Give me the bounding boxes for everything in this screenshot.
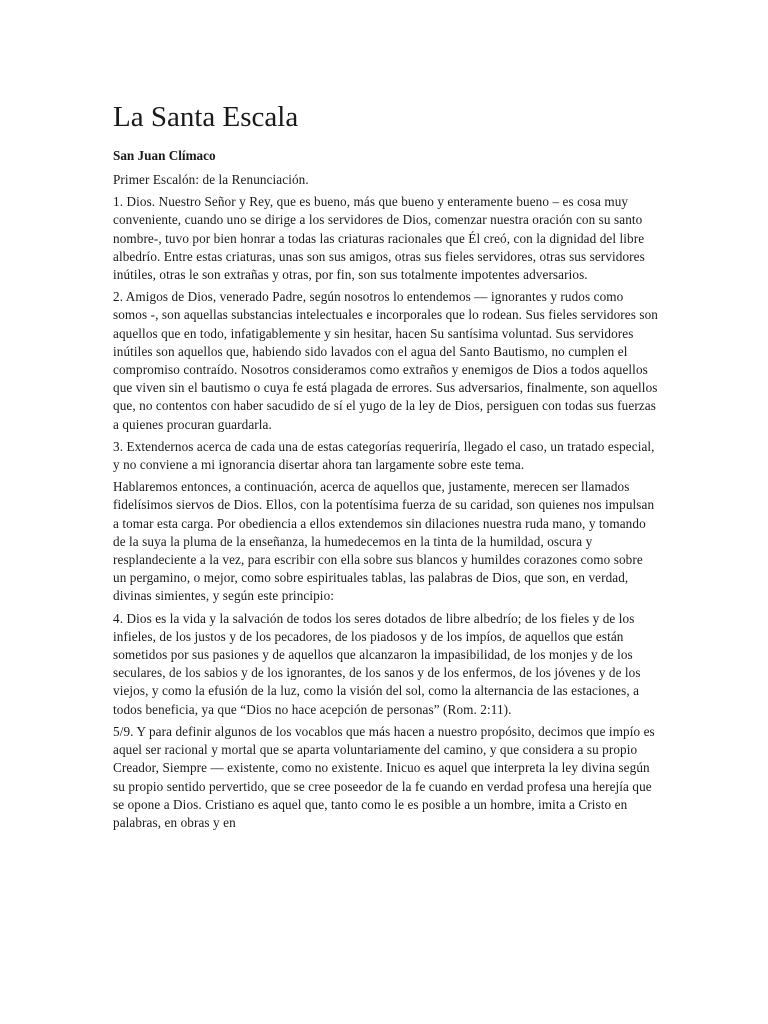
paragraph: 1. Dios. Nuestro Señor y Rey, que es bueno, más que bueno y enteramente bueno – es cosa muy conveniente, cuando uno se dirige a los servidores de Dios, comenzar nuestra oración con su santo nombre-, tuvo por bien honrar a todas las criaturas racionales que Él creó, con la dignidad del libre albedrío. Entre estas criaturas, unas son sus amigos, otras sus fieles servidores, otras sus servidores inútiles, otras le son extrañas y otras, por fin, son sus totalmente impotentes adversarios. — [113, 194, 645, 283]
paragraph: 3. Extendernos acerca de cada una de estas categorías requeriría, llegado el caso, un tratado especial, y no conviene a mi ignorancia disertar ahora tan largamente sobre este tema. — [113, 438, 655, 473]
document-page — [113, 96, 658, 836]
paragraph: 2. Amigos de Dios, venerado Padre, según nosotros lo entendemos — ignorantes y rudos como somos -, son aquellas substancias intelectuales e incorporales que lo rodean. Sus fieles servidores son aquellos que en todo, infatigablemente y sin hesitar, hacen Su santísima voluntad. Sus servidores inútiles son aquellos que, habiendo sido lavados con el agua del Santo Bautismo, no cumplen el compromiso contraído. Nosotros consideramos como extraños y enemigos de Dios a todos aquellos que viven sin el bautismo o cuya fe está plagada de errores. Sus adversarios, finalmente, son aquellos que, no contentos con haber sacudido de sí el yugo de la ley de Dios, persiguen con todas sus fuerzas a quienes procuran guardarla. — [113, 289, 658, 432]
paragraph: Primer Escalón: de la Renunciación. — [113, 172, 309, 187]
paragraph: 4. Dios es la vida y la salvación de todos los seres dotados de libre albedrío; de los fieles y de los infieles, de los justos y de los pecadores, de los piadosos y de los impíos, de aquellos que están sometidos por sus pasiones y de aquellos que alcanzaron la impasibilidad, de los monjes y de los seculares, de los sabios y de los ignorantes, de los sanos y de los enfermos, de los jóvenes y de los viejos, y como la efusión de la luz, como la visión del sol, como la alternancia de las estaciones, a todos beneficia, ya que “Dios no hace acepción de personas” (Rom. 2:11). — [113, 610, 641, 717]
paragraph: 5/9. Y para definir algunos de los vocablos que más hacen a nuestro propósito, decimos que impío es aquel ser racional y mortal que se aparta voluntariamente del camino, y que considera a su propio Creador, Siempre — existente, como no existente. Inicuo es aquel que interpreta la ley divina según su propio sentido pervertido, que se cree poseedor de la fe cuando en verdad profesa una herejía que se opone a Dios. Cristiano es aquel que, tanto como le es posible a un hombre, imita a Cristo en palabras, en obras y en — [113, 723, 655, 830]
paragraph: Hablaremos entonces, a continuación, acerca de aquellos que, justamente, merecen ser llamados fidelísimos siervos de Dios. Ellos, con la potentísima fuerza de su caridad, son quienes nos impulsan a tomar esta carga. Por obediencia a ellos extendemos sin dilaciones nuestra ruda mano, y tomando de la suya la pluma de la enseñanza, la humedecemos en la tinta de la humildad, oscura y resplandeciente a la vez, para escribir con ella sobre sus blancos y humildes corazones como sobre un pergamino, o mejor, como sobre espirituales tablas, las palabras de Dios, que son, en verdad, divinas simientes, y según este principio: — [113, 479, 655, 604]
document-title: La Santa Escala — [113, 101, 299, 133]
document-author: San Juan Clímaco — [113, 148, 216, 163]
